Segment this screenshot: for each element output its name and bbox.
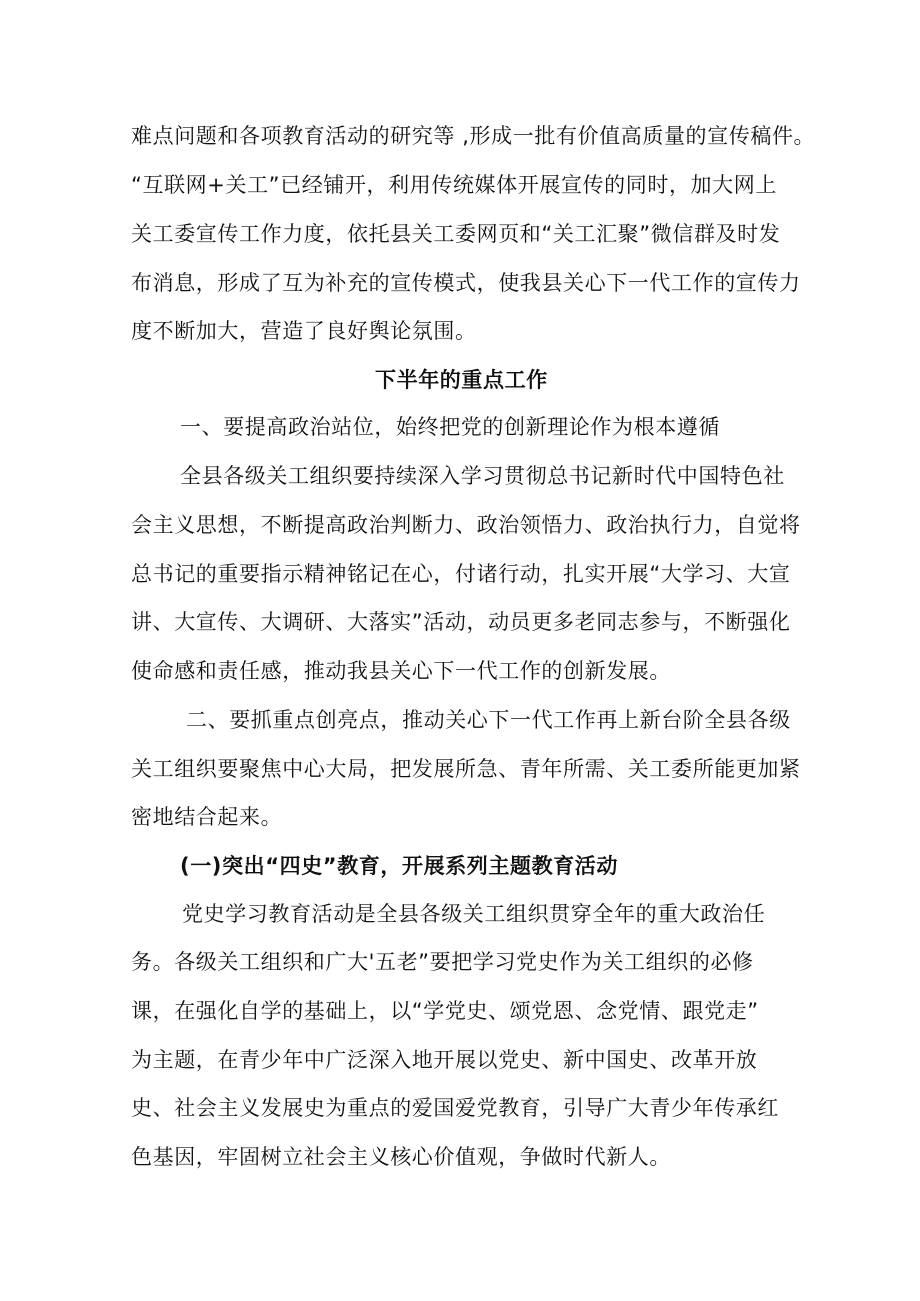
paragraph-line: 度不断加大，营造了良好舆论氛围。	[131, 319, 477, 343]
paragraph-line: 会主义思想，不断提高政治判断力、政治领悟力、政治执行力，自觉将	[131, 513, 801, 537]
paragraph-line: 讲、大宣传、大调研、大落实”活动，动员更多老同志参与，不断强化	[131, 610, 791, 634]
paragraph-line: 全县各级关工组织要持续深入学习贯彻总书记新时代中国特色社	[180, 464, 785, 488]
paragraph-line: 二、要抓重点创亮点，推动关心下一代工作再上新台阶全县各级	[186, 708, 791, 732]
paragraph-line: “互联网+关工”已经铺开，利用传统媒体开展宣传的同时，加大网上	[131, 173, 777, 197]
paragraph-line: 关工委宣传工作力度，依托县关工委网页和“关工汇聚”微信群及时发	[131, 222, 781, 246]
paragraph-line: 史、社会主义发展史为重点的爱国爱党教育，引导广大青少年传承红	[131, 1096, 779, 1120]
paragraph-line: 密地结合起来。	[131, 805, 283, 829]
section-title: 下半年的重点工作	[375, 368, 548, 392]
paragraph-line: 使命感和责任感，推动我县关心下一代工作的创新发展。	[131, 659, 671, 683]
paragraph-line: 难点问题和各项教育活动的研究等 ,形成一批有价值高质量的宣传稿件。	[131, 124, 816, 148]
paragraph-line: 关工组织要聚焦中心大局，把发展所急、青年所需、关工委所能更加紧	[131, 757, 801, 781]
subsection-heading: (一)突出“四史”教育，开展系列主题教育活动	[180, 854, 618, 878]
paragraph-line: 色基因，牢固树立社会主义核心价值观，争做时代新人。	[131, 1145, 671, 1169]
paragraph-line: 布消息，形成了互为补充的宣传模式，使我县关心下一代工作的宣传力	[131, 271, 801, 295]
paragraph-line: 为主题，在青少年中广泛深入地开展以党史、新中国史、改革开放	[131, 1048, 758, 1072]
paragraph-line: 党史学习教育活动是全县各级关工组织贯穿全年的重大政治任	[182, 902, 766, 926]
paragraph-line: 课，在强化自学的基础上，以“学党史、颂党恩、念党情、跟党走”	[131, 999, 759, 1023]
paragraph-line: 总书记的重要指示精神铭记在心，付诸行动，扎实开展“大学习、大宣	[131, 562, 791, 586]
paragraph-line: 务。各级关工组织和广大'五老”要把学习党史作为关工组织的必修	[131, 950, 754, 974]
item-heading: 一、要提高政治站位，始终把党的创新理论作为根本遵循	[180, 415, 720, 439]
